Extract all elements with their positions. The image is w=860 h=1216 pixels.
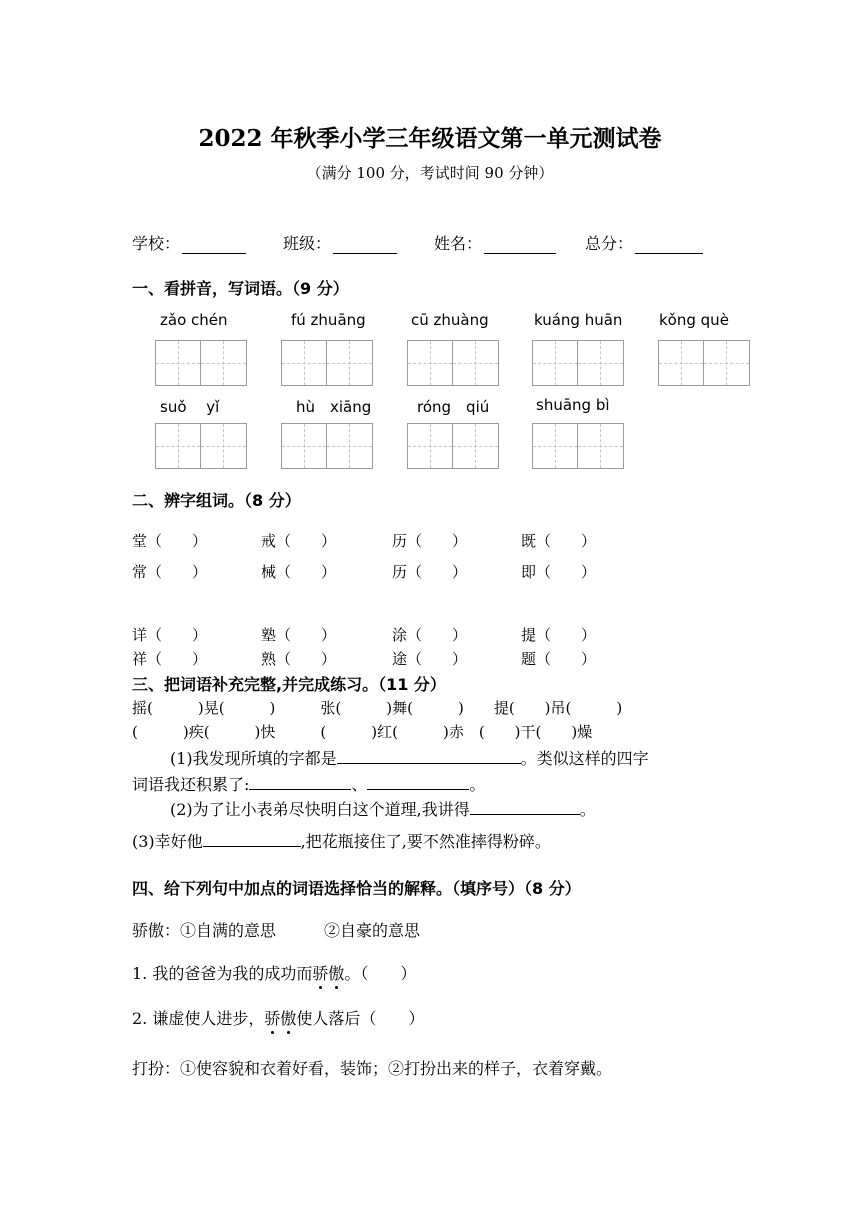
total-blank[interactable]: [635, 235, 703, 254]
pinyin-label: fú zhuāng: [291, 311, 366, 329]
separator: 、: [351, 775, 368, 794]
question-1-text: (1)我发现所填的字都是: [170, 749, 337, 768]
word-item: 历（ ）: [392, 532, 468, 550]
class-blank[interactable]: [333, 235, 397, 254]
question-3: [132, 829, 551, 852]
period: 。: [469, 775, 486, 794]
question-1: [170, 746, 649, 769]
answer-blank[interactable]: [337, 747, 521, 764]
word-item: 塾（ ）: [261, 626, 337, 644]
name-field: [434, 231, 556, 254]
class-field: [283, 231, 397, 254]
section2-heading: 二、辨字组词。（8 分）: [132, 491, 301, 510]
answer-blank[interactable]: [367, 773, 469, 790]
section1-heading: 一、看拼音，写词语。（9 分）: [132, 279, 349, 298]
answer-blank[interactable]: [470, 798, 580, 815]
word-item: 途（ ）: [392, 650, 468, 668]
section3-heading: 三、把词语补充完整,并完成练习。（11 分）: [132, 675, 446, 694]
word-item: 既（ ）: [521, 532, 597, 550]
question-2: [170, 797, 596, 820]
sentence-1: [132, 961, 416, 984]
pinyin-label: suǒ yǐ: [160, 398, 220, 416]
total-label: 总分：: [585, 234, 634, 253]
definition-daban: 打扮：①使容貌和衣着好看，装饰；②打扮出来的样子，衣着穿戴。: [132, 1059, 613, 1078]
class-label: 班级：: [283, 234, 332, 253]
question-3-text: (3)幸好他: [132, 832, 203, 851]
tianzige-box[interactable]: [532, 340, 624, 386]
school-label: 学校：: [132, 234, 181, 253]
word-item: 题（ ）: [521, 650, 597, 668]
pinyin-label: hù xiāng: [296, 398, 372, 416]
sentence-2-end: 使人落后（ ）: [296, 1009, 425, 1028]
tianzige-box[interactable]: [155, 340, 247, 386]
answer-blank[interactable]: [203, 830, 301, 847]
word-item: 历（ ）: [392, 563, 468, 581]
dotted-char: 骄: [312, 961, 328, 984]
sentence-2: [132, 1006, 424, 1029]
sentence-2-text: 2. 谦虚使人进步，: [132, 1009, 265, 1028]
tianzige-box[interactable]: [407, 423, 499, 469]
pinyin-label: róng qiú: [417, 398, 490, 416]
idiom-fill-line: 摇( )晃( ) 张( )舞( ) 提( )吊( ): [132, 699, 623, 717]
word-item: 熟（ ）: [261, 650, 337, 668]
section4-heading: 四、给下列句中加点的词语选择恰当的解释。（填序号）（8 分）: [132, 879, 581, 898]
school-field: [132, 231, 246, 254]
word-item: 堂（ ）: [132, 532, 208, 550]
word-item: 即（ ）: [521, 563, 597, 581]
word-item: 提（ ）: [521, 626, 597, 644]
idiom-fill-line: ( )疾( )快 ( )红( )赤 ( )干( )燥: [132, 723, 593, 741]
answer-blank[interactable]: [249, 773, 351, 790]
tianzige-box[interactable]: [658, 340, 750, 386]
word-item: 常（ ）: [132, 563, 208, 581]
dotted-char: 骄: [264, 1006, 280, 1029]
sentence-1-text: 1. 我的爸爸为我的成功而: [132, 964, 313, 983]
word-item: 械（ ）: [261, 563, 337, 581]
pinyin-label: shuāng bì: [536, 396, 610, 414]
word-item: 戒（ ）: [261, 532, 337, 550]
pinyin-label: kǒng què: [659, 311, 729, 329]
definition-jiaoao: 骄傲：①自满的意思 ②自豪的意思: [132, 921, 421, 940]
name-label: 姓名：: [434, 234, 483, 253]
word-item: 涂（ ）: [392, 626, 468, 644]
name-blank[interactable]: [484, 235, 556, 254]
word-item: 详（ ）: [132, 626, 208, 644]
period: 。: [579, 800, 596, 819]
dotted-char: 傲: [280, 1006, 296, 1029]
tianzige-box[interactable]: [155, 423, 247, 469]
question-3-text-end: ,把花瓶接住了,要不然准摔得粉碎。: [300, 832, 551, 851]
tianzige-box[interactable]: [281, 340, 373, 386]
pinyin-label: zǎo chén: [160, 311, 228, 329]
school-blank[interactable]: [182, 235, 246, 254]
page-title: 2022 年秋季小学三年级语文第一单元测试卷: [198, 125, 662, 152]
sentence-1-end: 。（ ）: [344, 964, 417, 983]
pinyin-label: cū zhuàng: [411, 311, 489, 329]
page-subtitle: （满分 100 分，考试时间 90 分钟）: [306, 164, 554, 182]
question-1-text-end: 。类似这样的四字: [520, 749, 649, 768]
pinyin-label: kuáng huān: [534, 311, 623, 329]
dotted-char: 傲: [328, 961, 344, 984]
total-field: [585, 231, 703, 254]
question-1-continued: [132, 772, 485, 795]
word-item: 祥（ ）: [132, 650, 208, 668]
question-2-text: (2)为了让小表弟尽快明白这个道理,我讲得: [170, 800, 470, 819]
tianzige-box[interactable]: [532, 423, 624, 469]
tianzige-box[interactable]: [281, 423, 373, 469]
tianzige-box[interactable]: [407, 340, 499, 386]
question-1-text-2: 词语我还积累了:: [132, 775, 250, 794]
